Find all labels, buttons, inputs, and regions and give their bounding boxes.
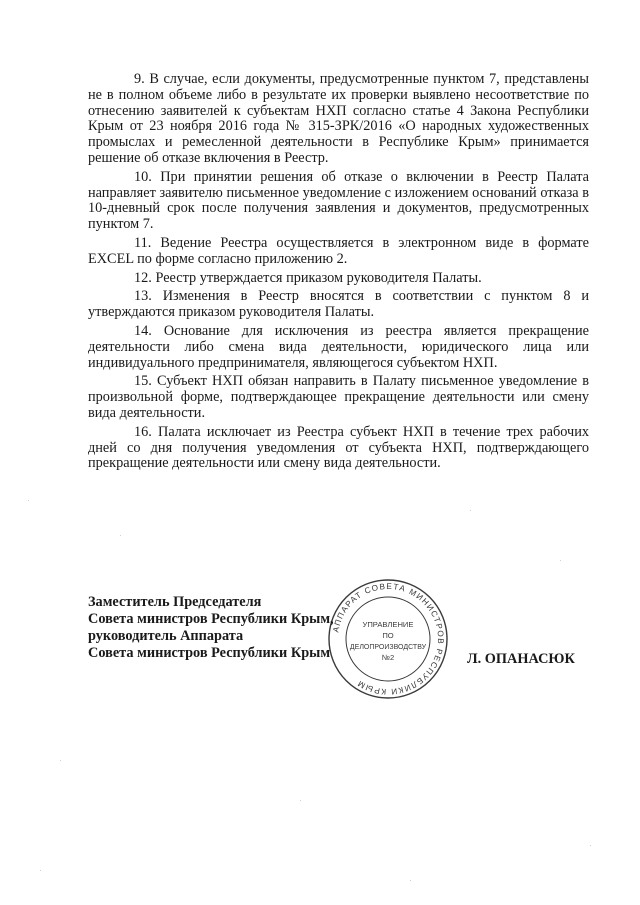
scan-speck [28,500,29,501]
stamp-center-line-2: ПО [382,631,394,640]
paragraph-16: 16. Палата исключает из Реестра субъект НХП в течение трех рабочих дней со дня получения уведомления от субъекта НХП, подтверждающего прекращение деятельности или смену вида деятельности. [88,423,589,472]
paragraph-15: 15. Субъект НХП обязан направить в Палату письменное уведомление в произвольной форме, подтверждающее прекращение деятельности или смену вида деятельности. [88,373,589,421]
scan-speck [40,870,41,871]
signature-position-line-2: Совета министров Республики Крым, [88,611,334,627]
signature-position-line-1: Заместитель Председателя [88,594,262,610]
stamp-center-line-4: №2 [381,653,395,662]
scan-speck [60,760,61,761]
paragraph-9: 9. В случае, если документы, предусмотренные пунктом 7, представлены не в полном объеме либо в результате их проверки выявлено несоответствие по отнесению заявителей к субъектам НХП согласно статье 4 Закона Республики Крым от 23 ноября 2016 года № 315-ЗРК/2016 «О народных художественных промыслах и ремесленной деятельности в Республике Крым» принимается решение об отказе включения в Реестр. [88,71,589,166]
signatory-name: Л. ОПАНАСЮК [467,651,575,667]
scan-speck [120,535,121,536]
stamp-center-line-3: ДЕЛОПРОИЗВОДСТВУ [349,644,427,651]
scan-speck [410,880,411,881]
stamp-center-line-1: УПРАВЛЕНИЕ [362,620,414,629]
paragraph-11: 11. Ведение Реестра осуществляется в электронном виде в формате EXCEL по форме согласно приложению 2. [88,234,589,267]
paragraph-13: 13. Изменения в Реестр вносятся в соответствии с пунктом 8 и утверждаются приказом руководителя Палаты. [88,288,589,321]
paragraph-14: 14. Основание для исключения из реестра является прекращение деятельности либо смена вида деятельности, юридического лица или индивидуального предпринимателя, являющегося субъектом НХП. [88,322,589,371]
scan-speck [560,560,561,561]
signature-position-line-3: руководитель Аппарата [88,628,244,644]
signature-position-line-4: Совета министров Республики Крым [88,645,331,661]
scan-speck [590,845,591,846]
scan-speck [470,510,471,511]
paragraph-10: 10. При принятии решения об отказе о включении в Реестр Палата направляет заявителю письменное уведомление с изложением оснований отказа в 10-дневный срок после получения заявления и документов, предусмотренных пунктом 7. [88,168,589,233]
scan-speck [300,800,301,801]
paragraph-12: 12. Реестр утверждается приказом руководителя Палаты. [134,269,482,286]
document-body [88,72,589,475]
stamp-ring-text: АППАРАТ СОВЕТА МИНИСТРОВ РЕСПУБЛИКИ КРЫМ [331,581,446,697]
